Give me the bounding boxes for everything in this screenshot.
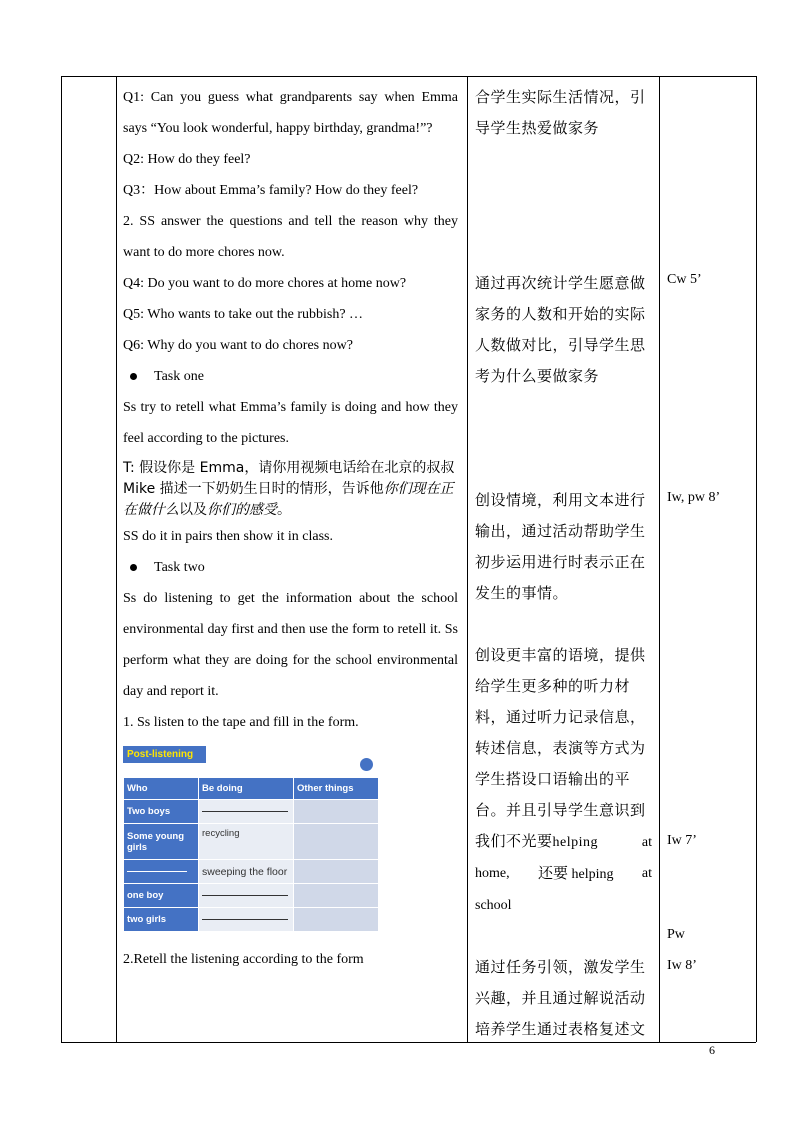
procedure-column <box>116 76 466 1042</box>
intent-4-school: school <box>475 898 512 913</box>
table-row: one boy <box>124 884 379 908</box>
table-left-border <box>61 76 62 1042</box>
pairs-activity: SS do it in pairs then show it in class. <box>123 529 333 544</box>
retell-step: 2.Retell the listening according to the form <box>123 952 364 967</box>
task-two-description: Ss do listening to get the information about the school environmental day first and then use the form to retell it. Ss perform what they are doing for the school environmental day and report it. <box>123 591 458 699</box>
intent-2: 通过再次统计学生愿意做家务的人数和开始的实际人数做对比，引导学生思考为什么要做家务 <box>475 274 646 385</box>
time-4a: Pw <box>667 927 685 942</box>
question-5: Q5: Who wants to take out the rubbish? … <box>123 307 364 322</box>
task-one-description: Ss try to retell what Emma’s family is doing and how they feel according to the pictures. <box>123 400 458 446</box>
page-number: 6 <box>709 1043 715 1057</box>
table-row: sweeping the floor <box>124 860 379 884</box>
answer-blank <box>202 895 288 896</box>
task-two-heading: Task two <box>123 552 458 583</box>
answer-blank <box>202 919 288 920</box>
table-row: Some young girls recycling <box>124 824 379 860</box>
listening-step: 1. Ss listen to the tape and fill in the form. <box>123 715 359 730</box>
time-1: Cw 5’ <box>667 272 702 287</box>
time-3: Iw 7’ <box>667 833 697 848</box>
intent-4: 创设更丰富的语境，提供给学生更多种的听力材料，通过听力记录信息，转述信息，表演等方式为学生搭设口语输出的平台。并且引导学生意识到我们不光要helping <box>475 646 646 850</box>
question-2: Q2: How do they feel? <box>123 152 251 167</box>
bullet-icon <box>130 373 137 380</box>
teacher-instruction: T: 假设你是 Emma，请你用视频电话给在北京的叔叔 Mike 描述一下奶奶生日时的情形，告诉他你们现在正在做什么以及你们的感受。 <box>123 460 455 518</box>
time-column <box>659 76 755 1042</box>
intent-3: 创设情境，利用文本进行输出，通过活动帮助学生初步运用进行时表示正在发生的事情。 <box>475 491 646 602</box>
question-4: Q4: Do you want to do more chores at home now? <box>123 276 407 291</box>
table-row: two girls <box>124 908 379 932</box>
header-other-things: Other things <box>294 778 379 800</box>
table-row: Two boys <box>124 800 379 824</box>
header-who: Who <box>124 778 199 800</box>
answer-blank <box>202 811 288 812</box>
time-2: Iw, pw 8’ <box>667 490 721 505</box>
task-one-heading: Task one <box>123 361 458 392</box>
intent-column <box>467 76 658 1042</box>
intent-4-home-line: home, 还要 helping at <box>475 864 652 882</box>
header-be-doing: Be doing <box>199 778 294 800</box>
question-1: Q1: Can you guess what grandparents say when Emma says “You look wonderful, happy birthday, grandma!”? <box>123 90 458 136</box>
bullet-icon <box>130 564 137 571</box>
circle-icon <box>360 758 373 771</box>
time-4b: Iw 8’ <box>667 958 697 973</box>
intent-4-at: at <box>641 835 652 850</box>
step-2: 2. SS answer the questions and tell the reason why they want to do more chores now. <box>123 214 458 260</box>
intent-1: 合学生实际生活情况，引导学生热爱做家务 <box>475 88 646 137</box>
intent-5: 通过任务引领，激发学生兴趣，并且通过解说活动培养学生通过表格复述文 <box>475 958 646 1038</box>
question-3: Q3：How about Emma’s family? How do they feel? <box>123 183 419 198</box>
question-6: Q6: Why do you want to do chores now? <box>123 338 353 353</box>
listening-form-table <box>123 777 379 932</box>
table-bottom-border <box>61 1042 756 1043</box>
post-listening-badge: Post-listening <box>123 746 206 763</box>
post-listening-figure <box>123 742 385 938</box>
table-right-border <box>756 76 757 1042</box>
answer-blank <box>127 871 187 872</box>
